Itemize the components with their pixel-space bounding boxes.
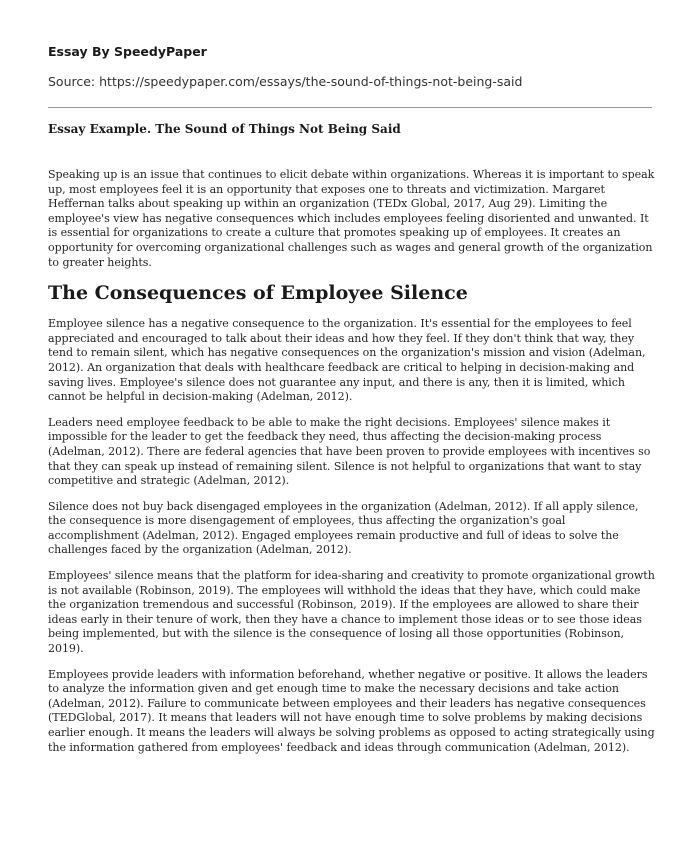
intro-paragraph: Speaking up is an issue that continues to elicit debate within organizations. Whereas it is important to speak up, most employees feel it is an opportunity that exposes one to threats and victimization. Margaret Heffernan talks about speaking up within an organization (TEDx Global, 2017, Aug 29). Limiting the employee's view has negative consequences which includes employees feeling disoriented and unwanted. It is essential for organizations to create a culture that promotes speaking up of employees. It creates an opportunity for overcoming organizational challenges such as wages and general growth of the organization to greater heights. <box>48 168 655 269</box>
essay-body <box>48 168 656 766</box>
header-divider <box>48 107 652 108</box>
essay-title: Essay Example. The Sound of Things Not Being Said <box>48 122 401 136</box>
body-paragraph: Employees' silence means that the platform for idea-sharing and creativity to promote organizational growth is not available (Robinson, 2019). The employees will withhold the ideas that they have, which could make the organization tremendous and successful (Robinson, 2019). If the employees are allowed to share their ideas early in their tenure of work, then they have a chance to implement those ideas or to see those ideas being implemented, but with the silence is the consequence of losing all those opportunities (Robinson, 2019). <box>48 569 655 656</box>
brand-title: Essay By SpeedyPaper <box>48 44 207 59</box>
body-paragraph: Employee silence has a negative consequence to the organization. It's essential for the employees to feel appreciated and encouraged to talk about their ideas and how they feel. If they don't think that way, they tend to remain silent, which has negative consequences on the organization's mission and vision (Adelman, 2012). An organization that deals with healthcare feedback are critical to helping in decision-making and saving lives. Employee's silence does not guarantee any input, and there is any, then it is limited, which cannot be helpful in decision-making (Adelman, 2012). <box>48 317 646 404</box>
section-heading: The Consequences of Employee Silence <box>48 282 468 305</box>
body-paragraph: Leaders need employee feedback to be able to make the right decisions. Employees' silence makes it impossible for the leader to get the feedback they need, thus affecting the decision-making process (Adelman, 2012). There are federal agencies that have been proven to provide employees with incentives so that they can speak up instead of remaining silent. Silence is not helpful to organizations that want to stay competitive and strategic (Adelman, 2012). <box>48 415 651 488</box>
source-line: Source: https://speedypaper.com/essays/the-sound-of-things-not-being-said <box>48 74 523 89</box>
body-paragraph: Silence does not buy back disengaged employees in the organization (Adelman, 2012). If all apply silence, the consequence is more disengagement of employees, thus affecting the organization's goal accomplishment (Adelman, 2012). Engaged employees remain productive and full of ideas to solve the challenges faced by the organization (Adelman, 2012). <box>48 499 639 557</box>
body-paragraph: Employees provide leaders with information beforehand, whether negative or positive. It allows the leaders to analyze the information given and get enough time to make the necessary decisions and take action (Adelman, 2012). Failure to communicate between employees and their leaders has negative consequences (TEDGlobal, 2017). It means that leaders will not have enough time to solve problems by making decisions earlier enough. It means the leaders will always be solving problems as opposed to acting strategically using the information gathered from employees' feedback and ideas through communication (Adelman, 2012). <box>48 667 655 754</box>
